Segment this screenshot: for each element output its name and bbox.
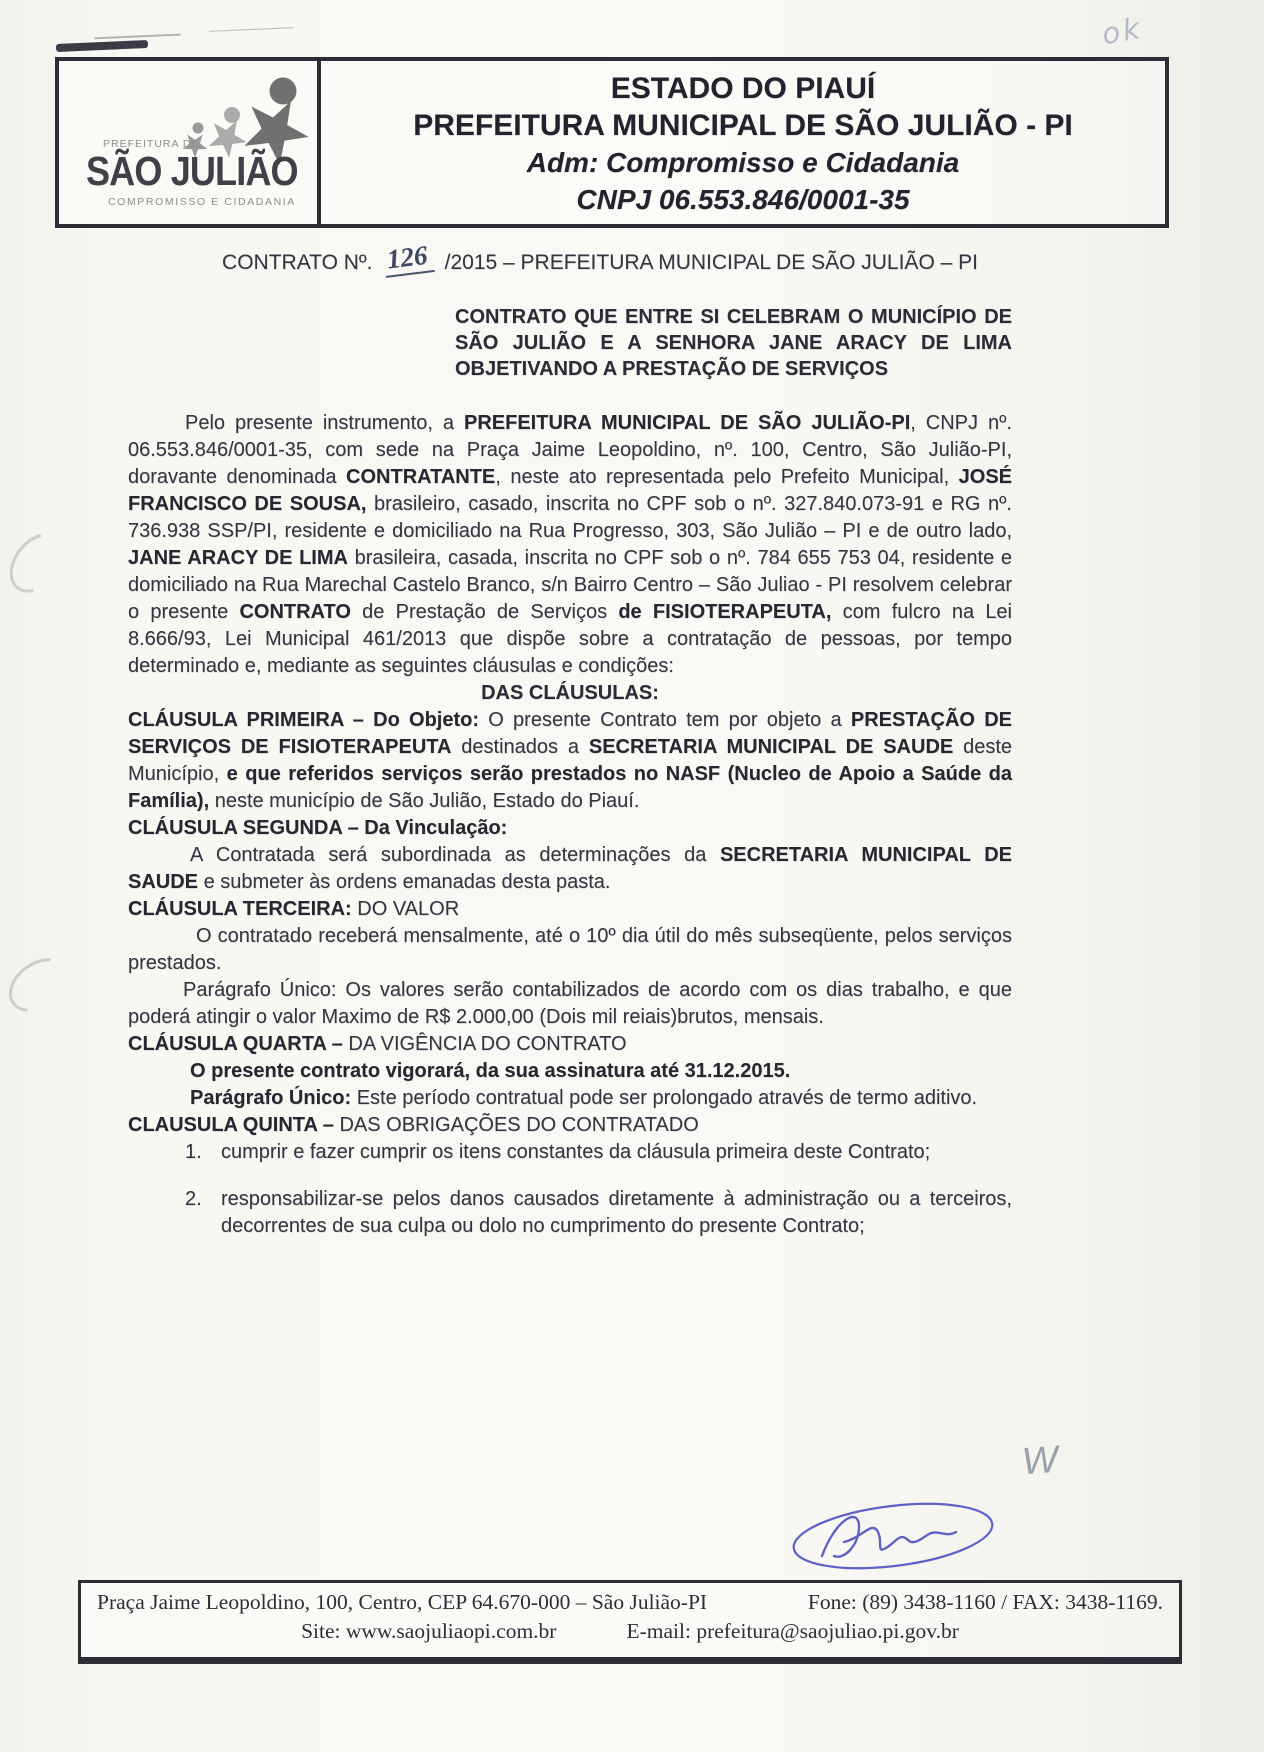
- ok-handwritten-mark: ok: [1099, 10, 1146, 52]
- header-state-line: ESTADO DO PIAUÍ: [610, 72, 876, 105]
- clause-fourth-paragraph-2: Parágrafo Único: Este período contratual pode ser prolongado através de termo aditivo.: [190, 1087, 978, 1109]
- contract-number-suffix: /2015 – PREFEITURA MUNICIPAL DE SÃO JULIÃO – PI: [444, 251, 978, 274]
- logo-name: SÃO JULIÃO: [86, 148, 298, 194]
- clause-second-paragraph: A Contratada será subordinada as determinações da SECRETARIA MUNICIPAL DE SAUDE e submeter às ordens emanadas desta pasta.: [128, 844, 1012, 893]
- das-clausulas-heading: DAS CLÁUSULAS:: [481, 682, 659, 704]
- clause-second-heading: CLÁUSULA SEGUNDA – Da Vinculação:: [128, 817, 508, 839]
- municipality-logo: [59, 61, 321, 224]
- footer-address: Praça Jaime Leopoldino, 100, Centro, CEP 64.670-000 – São Julião-PI: [97, 1590, 708, 1614]
- scan-artifact-curve: [0, 947, 79, 1023]
- footer-site: Site: www.saojuliaopi.com.br: [301, 1619, 557, 1643]
- item-number: 1.: [185, 1141, 202, 1163]
- clause-third-heading: CLÁUSULA TERCEIRA: DO VALOR: [128, 898, 460, 920]
- item-number: 2.: [185, 1188, 202, 1210]
- list-item: [185, 1139, 1012, 1166]
- clause-fourth-heading: CLÁUSULA QUARTA – DA VIGÊNCIA DO CONTRATO: [128, 1033, 627, 1055]
- letterhead-text: [321, 61, 1165, 224]
- clause-first-paragraph: CLÁUSULA PRIMEIRA – Do Objeto: O presente Contrato tem por objeto a PRESTAÇÃO DE SERVIÇOS DE FISIOTERAPEUTA destinados a SECRETARIA MUNICIPAL DE SAUDE deste Município, e que referidos serviços serão prestados no NASF (Nucleo de Apoio a Saúde da Família), neste município de São Julião, Estado do Piauí.: [128, 709, 1013, 812]
- contract-body: [128, 410, 1012, 1240]
- contract-number-line: [0, 239, 1200, 278]
- opening-paragraph: Pelo presente instrumento, a PREFEITURA MUNICIPAL DE SÃO JULIÃO-PI, CNPJ nº. 06.553.846/0001-35, com sede na Praça Jaime Leopoldino, nº. 100, Centro, São Julião-PI, doravante denominada CONTRATANTE, neste ato representada pelo Prefeito Municipal, JOSÉ FRANCISCO DE SOUSA, brasileiro, casado, inscrita no CPF sob o nº. 327.840.073-91 e RG nº. 736.938 SSP/PI, residente e domiciliado na Rua Progresso, 303, São Julião – PI e de outro lado, JANE ARACY DE LIMA brasileira, casada, inscrita no CPF sob o nº. 784 655 753 04, residente e domiciliado na Rua Marechal Castelo Branco, s/n Bairro Centro – São Juliao - PI resolvem celebrar o presente CONTRATO de Prestação de Serviços de FISIOTERAPEUTA, com fulcro na Lei 8.666/93, Lei Municipal 461/2013 que dispõe sobre a contratação de pessoas, por tempo determinado e, mediante as seguintes cláusulas e condições:: [128, 412, 1013, 677]
- contract-number-handwritten: 126: [382, 239, 434, 278]
- clause-third-paragraph-2: Parágrafo Único: Os valores serão contabilizados de acordo com os dias trabalho, e que poderá atingir o valor Maximo de R$ 2.000,00 (Dois mil reiais)brutos, mensais.: [128, 979, 1012, 1028]
- footer-email: E-mail: prefeitura@saojuliao.pi.gov.br: [626, 1619, 959, 1643]
- scan-artifact-curve: [0, 523, 75, 603]
- preamble-paragraph: CONTRATO QUE ENTRE SI CELEBRAM O MUNICÍPIO DE SÃO JULIÃO E A SENHORA JANE ARACY DE LIMA OBJETIVANDO A PRESTAÇÃO DE SERVIÇOS: [455, 306, 1012, 380]
- header-admin-line: Adm: Compromisso e Cidadania: [526, 147, 960, 178]
- contract-number-prefix: CONTRATO Nº.: [222, 251, 373, 274]
- footer-box: [78, 1580, 1182, 1664]
- item-text: responsabilizar-se pelos danos causados diretamente à administração ou a terceiros, decorrentes de sua culpa ou dolo no cumprimento do presente Contrato;: [221, 1188, 1012, 1237]
- obligations-list: [128, 1139, 1012, 1240]
- footer-phone: Fone: (89) 3438-1160 / FAX: 3438-1169.: [807, 1590, 1163, 1614]
- clause-fourth-paragraph-1: O presente contrato vigorará, da sua assinatura até 31.12.2015.: [190, 1060, 791, 1082]
- logo-pretitle: PREFEITURA DE: [103, 138, 200, 150]
- letterhead-box: [55, 57, 1169, 228]
- logo-tagline: COMPROMISSO E CIDADANIA: [108, 196, 296, 208]
- list-item: [185, 1186, 1012, 1240]
- header-title-line: PREFEITURA MUNICIPAL DE SÃO JULIÃO - PI: [413, 109, 1073, 142]
- signature-stamp: [786, 1496, 1001, 1576]
- clause-third-paragraph-1: O contratado receberá mensalmente, até o 10º dia útil do mês subseqüente, pelos serviços prestados.: [128, 925, 1012, 974]
- item-text: cumprir e fazer cumprir os itens constantes da cláusula primeira deste Contrato;: [221, 1141, 931, 1163]
- header-cnpj-line: CNPJ 06.553.846/0001-35: [576, 184, 910, 215]
- scan-artifact-smudge: [56, 40, 148, 52]
- w-handwritten-mark: W: [1020, 1438, 1060, 1484]
- clause-fifth-heading: CLAUSULA QUINTA – DAS OBRIGAÇÕES DO CONTRATADO: [128, 1114, 699, 1136]
